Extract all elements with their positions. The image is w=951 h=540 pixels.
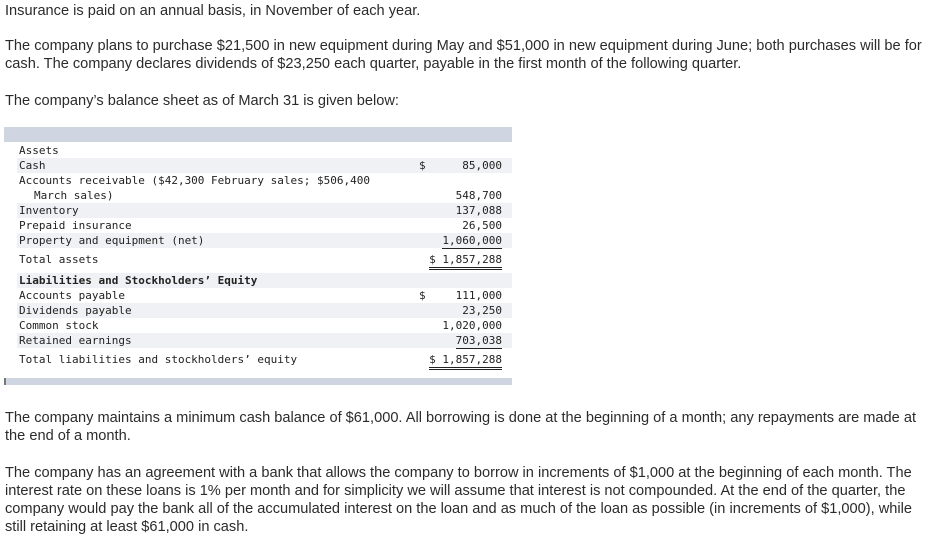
ap-row (17, 288, 512, 303)
balance-sheet-table (4, 127, 512, 387)
cash-currency: $ (419, 159, 426, 172)
ar-label-line2: March sales) (34, 189, 114, 202)
paragraph-equipment-dividends: The company plans to purchase $21,500 in new equipment during May and $51,000 in new equipment during June; both purchases will be for cash. The company declares dividends of $23,250 each quarter, payable in the first month of the following quarter. (5, 38, 922, 72)
total-assets-value: $ 1,857,288 (429, 252, 502, 270)
common-stock-value: 1,020,000 (442, 319, 502, 332)
ppe-value: 1,060,000 (442, 234, 502, 247)
cash-row (17, 158, 512, 173)
ar-row-line1 (17, 173, 512, 188)
prepaid-label: Prepaid insurance (19, 219, 132, 232)
retained-earnings-value: 703,038 (455, 334, 502, 347)
assets-heading-row (17, 143, 512, 158)
paragraph-bank-agreement: The company has an agreement with a bank that allows the company to borrow in increments of $1,000 at the beginning of each month. The interest rate on these loans is 1% per month and for simplicity we will assume that interest is not compounded. At the end of the quarter, the company would pay the bank all of the accumulated interest on the loan and as much of the loan as possible (in increments of $1,000), while still retaining at least $61,000 in cash. (5, 465, 912, 535)
paragraph-minimum-cash: The company maintains a minimum cash balance of $61,000. All borrowing is done at the beginning of a month; any repayments are made at the end of a month. (5, 410, 917, 444)
liabilities-heading-row (17, 273, 512, 288)
total-assets-label: Total assets (19, 253, 99, 266)
ar-label-line1: Accounts receivable ($42,300 February sales; $506,400 (19, 174, 370, 187)
total-le-value: $ 1,857,288 (429, 352, 502, 370)
dividends-row (17, 303, 512, 318)
retained-earnings-row (17, 333, 512, 348)
ap-value: 111,000 (455, 289, 502, 302)
ap-currency: $ (419, 289, 426, 302)
total-le-label: Total liabilities and stockholders’ equity (19, 353, 298, 366)
table-header-bar (4, 127, 512, 142)
prepaid-row (17, 218, 512, 233)
common-stock-label: Common stock (19, 319, 99, 332)
assets-heading: Assets (19, 144, 59, 157)
ap-label: Accounts payable (19, 289, 125, 302)
total-assets-row (17, 252, 512, 267)
retained-earnings-label: Retained earnings (19, 334, 132, 347)
paragraph-insurance: Insurance is paid on an annual basis, in November of each year. (5, 3, 421, 19)
ar-value: 548,700 (455, 189, 502, 202)
inventory-row (17, 203, 512, 218)
table-footer-bar (4, 378, 512, 385)
dividends-value: 23,250 (462, 304, 502, 317)
common-stock-row (17, 318, 512, 333)
cash-value: 85,000 (462, 159, 502, 172)
liabilities-heading: Liabilities and Stockholders’ Equity (19, 274, 258, 287)
paragraph-balance-sheet-intro: The company’s balance sheet as of March 31 is given below: (5, 93, 399, 109)
prepaid-value: 26,500 (462, 219, 502, 232)
dividends-label: Dividends payable (19, 304, 132, 317)
cash-label: Cash (19, 159, 46, 172)
inventory-label: Inventory (19, 204, 79, 217)
ppe-label: Property and equipment (net) (19, 234, 205, 247)
ppe-row (17, 233, 512, 248)
ar-row-line2 (17, 188, 512, 203)
total-le-row (17, 352, 512, 367)
inventory-value: 137,088 (455, 204, 502, 217)
